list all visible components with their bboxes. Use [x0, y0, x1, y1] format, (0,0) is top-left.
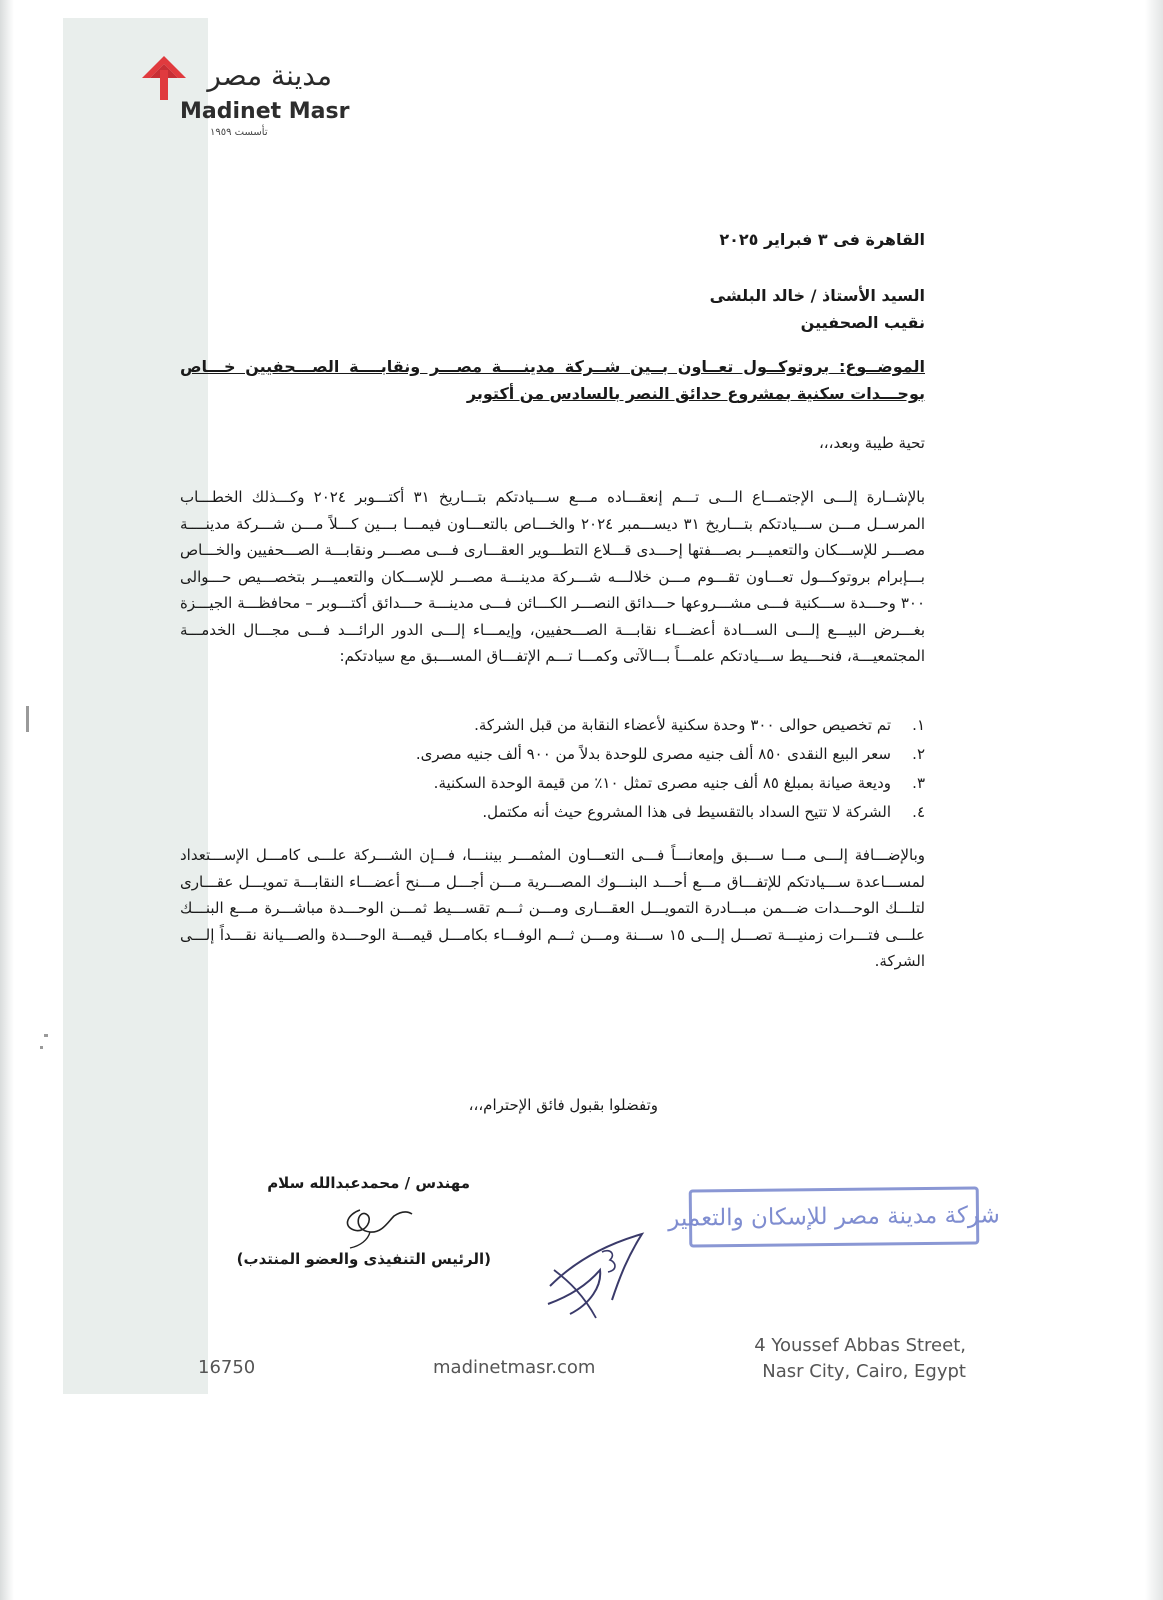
footer-website[interactable]: madinetmasr.com: [433, 1357, 596, 1378]
letter-closing: وتفضلوا بقبول فائق الإحترام،،،: [468, 1096, 658, 1114]
list-item: [395, 711, 925, 740]
letter-greeting: تحية طيبة وبعد،،،: [818, 434, 925, 452]
scan-left-edge: [0, 0, 14, 1600]
signature-icon: [330, 1200, 420, 1255]
company-stamp: شركة مدينة مصر للإسكان والتعمير: [689, 1186, 980, 1247]
scan-right-edge: [1145, 0, 1163, 1600]
second-signature-icon: [540, 1226, 650, 1321]
red-arrow-logo-icon: [142, 56, 186, 102]
logo-english-name: Madinet Masr: [180, 99, 350, 124]
list-item: [395, 740, 925, 769]
list-item-number: ٤.: [912, 803, 925, 821]
list-item-number: ١.: [912, 716, 925, 734]
footer-address-line-2: Nasr City, Cairo, Egypt: [762, 1361, 966, 1382]
company-logo: [142, 56, 350, 146]
scan-speck: [26, 706, 29, 732]
footer-code: 16750: [198, 1357, 256, 1378]
body-paragraph-1: بالإشــارة إلـــى الإجتمـــاع الـــى تـــم إنعقـــاده مـــع ســـيادتكم بتـــاريخ ٣١ أكتـــوبر ٢٠٢٤ وكـــذلك الخطـــاب المرســل مـــن ســـيادتكم بتـــاريخ ٣١ ديســـمبر ٢٠٢٤ والخـــاص بالتعـــاون فيمـــا بـــين كـــلاً مـــن شـــركة مدينــــة مصـــر للإســـكان والتعميـــر بصـــفتها إحـــدى قـــلاع التطـــوير العقـــارى فـــى مصـــر ونقابـــة الصـــحفيين والخـــاص بـــإبرام بروتوكـــول تعـــاون تقـــوم مـــن خلالـــه شـــركة مدينـــة مصـــر للإســـكان والتعميـــر بتخصـــيص حـــوالى ٣٠٠ وحـــدة ســـكنية فـــى مشـــروعها حـــدائق النصـــر الكـــائن فـــى مدينـــة حـــدائق أكتـــوبر – محافظـــة الجيـــزة بغـــرض البيـــع إلـــى الســـادة أعضـــاء نقابـــة الصـــحفيين، وإيمـــاء إلـــى الدور الرائـــد فـــى مجـــال الخدمـــة المجتمعيـــة، فنحـــيط ســـيادتكم علمـــاً بـــالآتى وكمـــا تـــم الإتفـــاق المســـبق مع سيادتكم:: [180, 488, 926, 665]
scan-speck: [44, 1034, 48, 1037]
logo-established: تأسست ١٩٥٩: [210, 127, 268, 138]
addressee-name: السيد الأستاذ / خالد البلشى: [709, 286, 925, 305]
signatory-title: (الرئيس التنفيذى والعضو المنتدب): [236, 1250, 491, 1268]
letterhead-side-band: [63, 18, 208, 1394]
addressee-block: [710, 282, 925, 336]
terms-list: [395, 711, 925, 827]
letter-subject: الموضــوع: بروتوكــول تعــاون بــين شــركة مدينــــة مصـــر ونقابــــة الصـــحفيين خـــاص بوحـــدات سكنية بمشروع حدائق النصر بالسادس من أكتوبر: [180, 357, 925, 403]
list-item-text: تم تخصيص حوالى ٣٠٠ وحدة سكنية لأعضاء النقابة من قبل الشركة.: [474, 716, 891, 734]
signatory-name: مهندس / محمدعبدالله سلام: [267, 1174, 470, 1192]
addressee-title: نقيب الصحفيين: [800, 313, 925, 332]
logo-arabic-name: مدينة مصر: [207, 59, 332, 92]
list-item: [395, 798, 925, 827]
list-item-text: وديعة صيانة بمبلغ ٨٥ ألف جنيه مصرى تمثل ١٠٪ من قيمة الوحدة السكنية.: [433, 774, 891, 792]
list-item-text: الشركة لا تتيح السداد بالتقسيط فى هذا المشروع حيث أنه مكتمل.: [482, 803, 891, 821]
list-item-number: ٣.: [912, 774, 925, 792]
list-item-text: سعر البيع النقدى ٨٥٠ ألف جنيه مصرى للوحدة بدلاً من ٩٠٠ ألف جنيه مصرى.: [415, 745, 891, 763]
list-item-number: ٢.: [912, 745, 925, 763]
scan-speck: [40, 1046, 43, 1049]
footer-address: [754, 1333, 966, 1385]
list-item: [395, 769, 925, 798]
footer-address-line-1: 4 Youssef Abbas Street,: [754, 1335, 966, 1356]
body-paragraph-2: وبالإضـــافة إلـــى مـــا ســـبق وإمعانـــاً فـــى التعـــاون المثمـــر بيننـــا، فـــإن الشـــركة علـــى كامـــل الإســـتعداد لمســـاعدة ســـيادتكم للإتفـــاق مـــع أحـــد البنـــوك المصـــرية مـــن أجـــل مـــنح أعضـــاء النقابـــة تمويـــل عقـــارى لتلـــك الوحـــدات ضـــمن مبـــادرة التمويـــل العقـــارى ومـــن ثـــم تقســـيط ثمـــن الوحـــدة مباشـــرة مـــع البنـــك علـــى فتـــرات زمنيـــة تصـــل إلـــى ١٥ ســـنة ومـــن ثـــم الوفـــاء بكامـــل قيمـــة الوحـــدة والصـــيانة نقـــداً إلـــى الشركة.: [180, 846, 925, 970]
letter-date: القاهرة فى ٣ فبراير ٢٠٢٥: [719, 230, 925, 249]
